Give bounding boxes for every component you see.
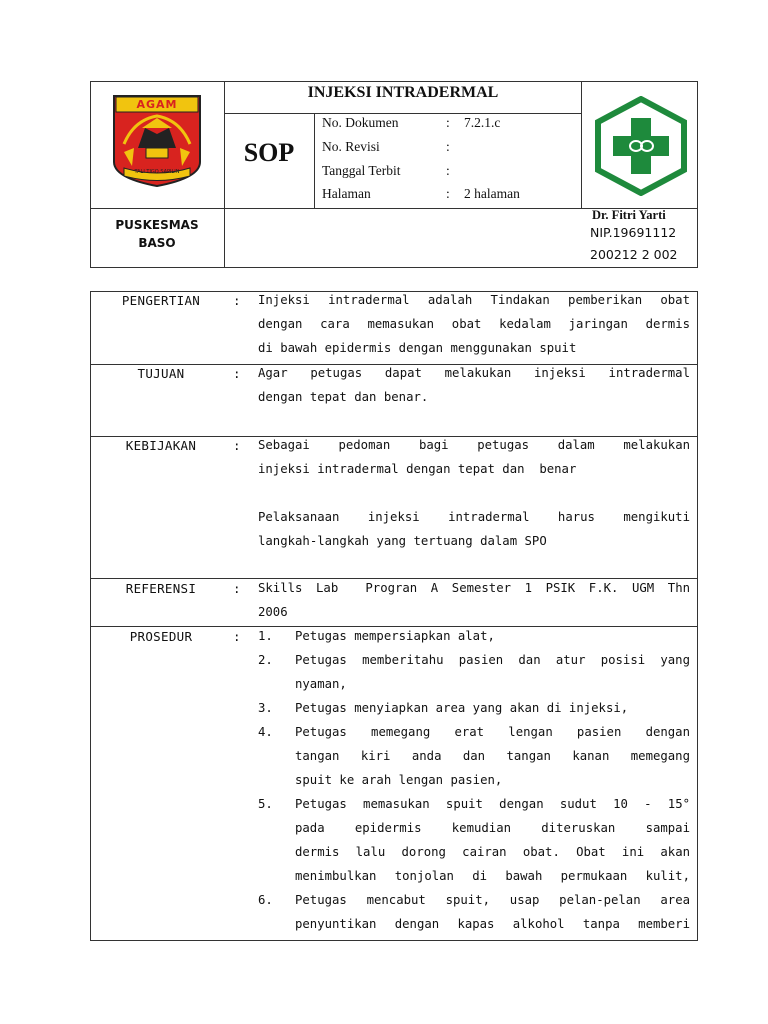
step-line: menimbulkan tonjolan di bawah permukaan kulit, xyxy=(295,869,690,883)
referensi-line: Skills Lab Progran A Semester 1 PSIK F.K. UGM Thn xyxy=(258,581,690,595)
step-line: Petugas memberitahu pasien dan atur posisi yang xyxy=(295,653,690,667)
label-sep: : xyxy=(233,366,241,381)
institution-location: BASO xyxy=(138,236,176,250)
signer-name: Dr. Fitri Yarti xyxy=(592,208,666,222)
meta-sep: : xyxy=(446,139,450,154)
tujuan-line: dengan tepat dan benar. xyxy=(258,390,429,404)
meta-key-tanggal: Tanggal Terbit xyxy=(322,163,401,178)
step-line: pada epidermis kemudian diteruskan sampai xyxy=(295,821,690,835)
meta-key-dokumen: No. Dokumen xyxy=(322,115,399,130)
label-tujuan: TUJUAN xyxy=(137,366,185,381)
signer-nip: 200212 2 002 xyxy=(590,247,678,262)
document-title: INJEKSI INTRADERMAL xyxy=(307,84,499,101)
meta-key-revisi: No. Revisi xyxy=(322,139,380,154)
step-line: Petugas memasukan spuit dengan sudut 10 - 15° xyxy=(295,797,690,811)
label-sep: : xyxy=(233,581,241,596)
kebijakan-line: injeksi intradermal dengan tepat dan benar xyxy=(258,462,577,476)
label-sep: : xyxy=(233,629,241,644)
meta-value-dokumen: 7.2.1.c xyxy=(464,115,501,130)
kebijakan-line: langkah-langkah yang tertuang dalam SPO xyxy=(258,534,547,548)
label-sep: : xyxy=(233,293,241,308)
pengertian-line: dengan cara memasukan obat kedalam jaringan dermis xyxy=(258,317,690,331)
agam-logo xyxy=(110,92,204,188)
step-line: Petugas memegang erat lengan pasien dengan xyxy=(295,725,690,739)
puskesmas-logo xyxy=(590,96,692,196)
step-line: Petugas menyiapkan area yang akan di injeksi, xyxy=(295,701,629,715)
label-referensi: REFERENSI xyxy=(125,581,197,596)
step-number: 5. xyxy=(258,797,273,811)
step-line: penyuntikan dengan kapas alkohol tanpa memberi xyxy=(295,917,690,931)
meta-key-halaman: Halaman xyxy=(322,186,371,201)
step-number: 3. xyxy=(258,701,273,715)
step-line: Petugas mempersiapkan alat, xyxy=(295,629,495,643)
institution-name: PUSKESMAS xyxy=(115,218,199,232)
logo-motto: TALI TIGO SAPILIN xyxy=(134,169,180,175)
step-line: nyaman, xyxy=(295,677,347,691)
label-pengertian: PENGERTIAN xyxy=(121,293,201,308)
step-line: dermis lalu dorong cairan obat. Obat ini akan xyxy=(295,845,690,859)
step-line: Petugas mencabut spuit, usap pelan-pelan area xyxy=(295,893,690,907)
step-number: 4. xyxy=(258,725,273,739)
pengertian-line: Injeksi intradermal adalah Tindakan pemberikan obat xyxy=(258,293,690,307)
referensi-line: 2006 xyxy=(258,605,288,619)
header-divider xyxy=(224,81,225,268)
kebijakan-line: Sebagai pedoman bagi petugas dalam melakukan xyxy=(258,438,690,452)
step-number: 2. xyxy=(258,653,273,667)
meta-value-halaman: 2 halaman xyxy=(464,186,520,201)
label-kebijakan: KEBIJAKAN xyxy=(125,438,197,453)
step-number: 6. xyxy=(258,893,273,907)
logo-text: AGAM xyxy=(136,98,178,111)
step-line: spuit ke arah lengan pasien, xyxy=(295,773,503,787)
sop-label: SOP xyxy=(243,138,295,167)
step-line: tangan kiri anda dan tangan kanan memegang xyxy=(295,749,690,763)
meta-sep: : xyxy=(446,163,450,178)
pengertian-line: di bawah epidermis dengan menggunakan spuit xyxy=(258,341,577,355)
tujuan-line: Agar petugas dapat melakukan injeksi intradermal xyxy=(258,366,690,380)
signer-nip: NIP.19691112 xyxy=(590,225,677,240)
meta-sep: : xyxy=(446,186,450,201)
label-sep: : xyxy=(233,438,241,453)
kebijakan-line: Pelaksanaan injeksi intradermal harus mengikuti xyxy=(258,510,690,524)
meta-sep: : xyxy=(446,115,450,130)
step-number: 1. xyxy=(258,629,273,643)
label-prosedur: PROSEDUR xyxy=(129,629,193,644)
header-divider xyxy=(224,113,582,114)
header-divider xyxy=(314,113,315,208)
